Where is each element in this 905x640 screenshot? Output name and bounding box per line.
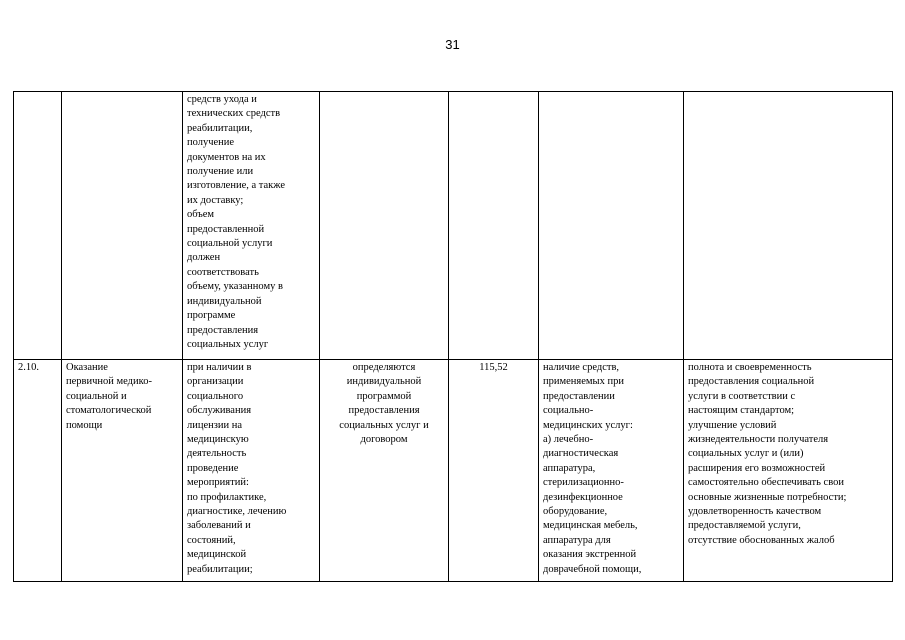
table-row — [14, 360, 893, 582]
cell-line: по профилактике, — [187, 491, 267, 503]
cell-line: объему, указанному в — [187, 281, 283, 293]
cell-line: договором — [360, 434, 408, 446]
cell-line: социальной услуги — [187, 238, 273, 250]
cell-line: социальных услуг и — [339, 419, 429, 431]
cell-line: дезинфекционное — [543, 491, 623, 503]
cell-line: соответствовать — [187, 266, 259, 278]
cell-line: обслуживания — [187, 405, 252, 417]
cell-line: документов на их — [187, 151, 266, 163]
cell-line: удовлетворенность качеством — [688, 506, 822, 518]
cell-line: оказания экстренной — [543, 549, 637, 561]
cell-line: предоставлении — [543, 390, 615, 402]
table-body — [14, 92, 893, 582]
cell-line: диагностическая — [543, 448, 619, 460]
cell-number: 2.10. — [14, 360, 62, 582]
cell-line: самостоятельно обеспечивать свои — [688, 477, 844, 489]
cell-line: социально- — [543, 405, 594, 417]
cell-line: расширения его возможностей — [688, 462, 826, 474]
cell-line: медицинской — [187, 549, 247, 561]
cell-line: изготовление, а также — [187, 180, 286, 192]
cell-line: медицинская мебель, — [543, 520, 638, 532]
cell-line: мероприятий: — [187, 477, 249, 489]
cell-line: аппаратура, — [543, 462, 596, 474]
cell-line: предоставленной — [187, 223, 265, 235]
cell-line: при наличии в — [187, 362, 252, 373]
cell-line: индивидуальной — [187, 295, 262, 307]
cell-service-name — [62, 360, 183, 582]
cell-service-name — [62, 92, 183, 360]
cell-line: индивидуальной — [346, 376, 422, 388]
cell-line: социального — [187, 390, 244, 402]
cell-line: отсутствие обоснованных жалоб — [688, 534, 835, 546]
page-number: 31 — [445, 37, 460, 52]
cell-line: организации — [187, 376, 244, 388]
cell-description — [183, 360, 320, 582]
cell-line: медицинских услуг: — [543, 419, 633, 431]
cell-price: 115,52 — [449, 360, 539, 582]
cell-line: оборудование, — [543, 506, 608, 518]
cell-line: предоставления — [348, 405, 420, 417]
cell-line: предоставления — [187, 324, 259, 336]
cell-line: должен — [187, 252, 221, 264]
cell-line: диагностике, лечению — [187, 506, 287, 518]
cell-evaluation — [684, 360, 893, 582]
cell-line: деятельность — [187, 448, 247, 460]
cell-line: программой — [356, 390, 412, 402]
cell-line: заболеваний и — [187, 520, 251, 532]
cell-line: состояний, — [187, 534, 236, 546]
cell-line: стерилизационно- — [543, 477, 624, 489]
cell-line: лицензии на — [187, 419, 243, 431]
cell-line: основные жизненные потребности; — [688, 491, 847, 503]
cell-line: настоящим стандартом; — [688, 405, 795, 417]
cell-line: первичной медико- — [66, 376, 152, 388]
table-row — [14, 92, 893, 360]
cell-indicators — [539, 360, 684, 582]
cell-line: социальных услуг — [187, 338, 269, 350]
cell-line: объем — [187, 209, 215, 221]
cell-line: социальной и — [66, 390, 127, 402]
cell-line: реабилитации, — [187, 122, 253, 134]
cell-line: предоставляемой услуги, — [688, 520, 801, 532]
cell-line: программе — [187, 310, 236, 322]
cell-evaluation — [684, 92, 893, 360]
cell-line: технических средств — [187, 108, 281, 120]
cell-line: средств ухода и — [187, 94, 257, 105]
cell-line: получение или — [187, 166, 254, 178]
cell-line: социальных услуг и (или) — [688, 448, 804, 460]
cell-line: медицинскую — [187, 434, 249, 446]
cell-line: услуги в соответствии с — [688, 390, 796, 402]
cell-line: получение — [187, 137, 235, 149]
cell-line: проведение — [187, 462, 239, 474]
cell-terms — [320, 92, 449, 360]
cell-line: доврачебной помощи, — [543, 563, 642, 575]
cell-line: полнота и своевременность — [688, 362, 812, 373]
cell-line: определяются — [352, 362, 416, 373]
cell-line: а) лечебно- — [543, 434, 594, 446]
cell-line: стоматологической — [66, 405, 152, 417]
cell-terms — [320, 360, 449, 582]
cell-line: предоставления социальной — [688, 376, 815, 388]
cell-line: наличие средств, — [543, 362, 620, 373]
cell-line: жизнедеятельности получателя — [688, 434, 829, 446]
cell-line: применяемых при — [543, 376, 624, 388]
cell-line: помощи — [66, 419, 103, 431]
cell-line: аппаратура для — [543, 534, 611, 546]
cell-line: улучшение условий — [688, 419, 777, 431]
services-table — [13, 91, 893, 582]
cell-line: их доставку; — [187, 194, 244, 206]
cell-line: Оказание — [66, 362, 108, 373]
cell-indicators — [539, 92, 684, 360]
cell-number — [14, 92, 62, 360]
cell-price — [449, 92, 539, 360]
cell-description — [183, 92, 320, 360]
cell-line: реабилитации; — [187, 563, 253, 575]
